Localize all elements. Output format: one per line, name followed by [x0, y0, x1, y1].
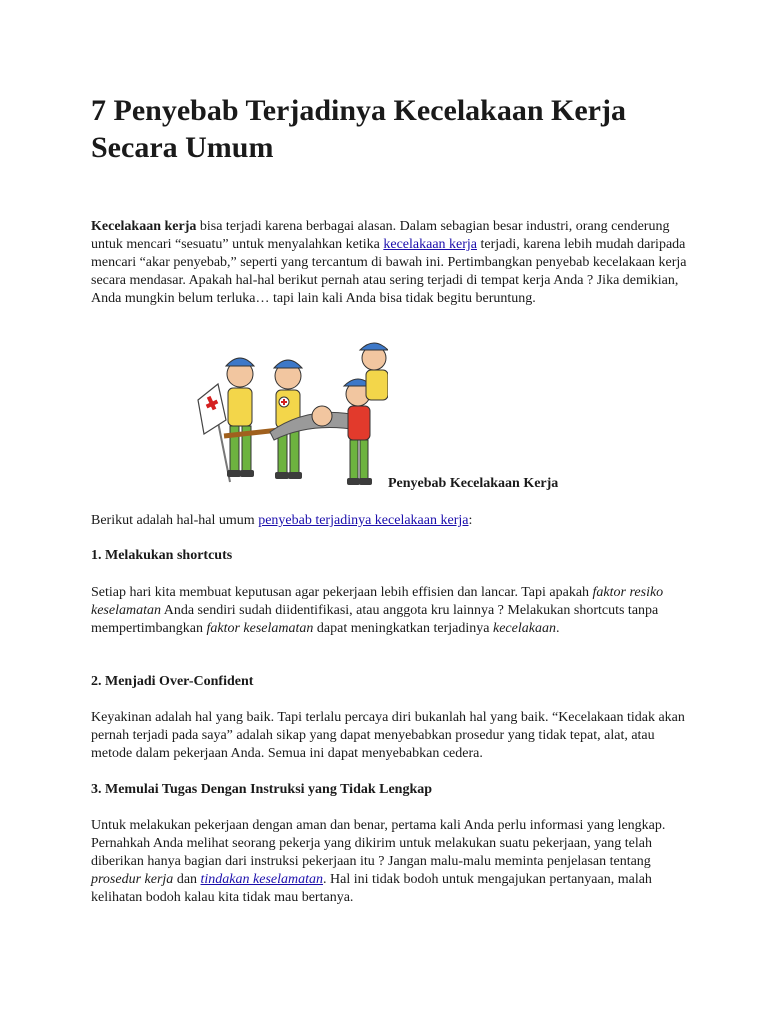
s1-italic-2: faktor keselamatan [206, 621, 314, 636]
list-intro [91, 512, 691, 530]
s1-text-4: . [555, 621, 560, 636]
image-caption: Penyebab Kecelakaan Kerja [388, 476, 559, 491]
section-2-heading: 2. Menjadi Over-Confident [91, 674, 254, 689]
section-1-body [91, 584, 691, 638]
section-1-heading: 1. Melakukan shortcuts [91, 548, 233, 563]
intro-text-1: bisa terjadi karena berbagai alasan. Dalam sebagian besar industri, orang cenderung untuk mencari “sesuatu” untuk menyalahkan ketika [91, 219, 670, 252]
intro-text-2: terjadi, karena lebih mudah daripada mencari “akar penyebab,” seperti yang tercantum di bawah ini. Pertimbangkan penyebab kecelakaan kerja secara mendasar. Apakah hal-hal berikut pernah atau sering terjadi di tempat kerja Anda ? Jika demikian, Anda mungkin belum terluka… tapi lain kali Anda bisa tidak begitu beruntung. [91, 237, 687, 306]
list-intro-colon: : [468, 513, 473, 528]
s3-text-1: Untuk melakukan pekerjaan dengan aman dan benar, pertama kali Anda perlu informasi yang lengkap. Pernahkah Anda melihat seorang pekerja yang dikirim untuk melakukan suatu pekerjaan, yang telah diberikan hanya bagian dari instruksi pekerjaan itu ? Jangan malu-malu meminta penjelasan tentang [91, 818, 666, 869]
list-intro-text: Berikut adalah hal-hal umum [91, 513, 259, 528]
intro-paragraph [91, 218, 691, 308]
rescue-team-illustration [190, 342, 388, 492]
s3-text-2: dan [173, 872, 201, 887]
s1-text-1: Setiap hari kita membuat keputusan agar pekerjaan lebih effisien dan lancar. Tapi apakah [91, 585, 593, 600]
section-3-body [91, 817, 691, 907]
section-2-body: Keyakinan adalah hal yang baik. Tapi terlalu percaya diri bukanlah hal yang baik. “Kecelakaan tidak akan pernah terjadi pada saya” adalah sikap yang dapat menyebabkan prosedur yang tidak tepat, alat, atau metode dalam pekerjaan Anda. Semua ini dapat menyebabkan cedera. [91, 710, 685, 761]
s3-text-3: . Hal ini tidak bodoh untuk mengajukan pertanyaan, malah kelihatan bodoh kalau kita tidak mau bertanya. [91, 872, 652, 905]
page-title: 7 Penyebab Terjadinya Kecelakaan Kerja Secara Umum [91, 94, 626, 164]
intro-bold-term: Kecelakaan kerja [91, 219, 197, 234]
s1-italic-1: faktor resiko keselamatan [91, 585, 664, 618]
link-kecelakaan-kerja[interactable]: kecelakaan kerja [383, 237, 478, 252]
link-penyebab[interactable]: penyebab terjadinya kecelakaan kerja [258, 513, 469, 528]
s1-text-3: dapat meningkatkan terjadinya [313, 621, 493, 636]
s3-italic-1: prosedur kerja [91, 872, 174, 887]
s1-italic-3: kecelakaan [493, 621, 556, 636]
section-3-heading: 3. Memulai Tugas Dengan Instruksi yang Tidak Lengkap [91, 782, 433, 797]
link-tindakan-keselamatan[interactable]: tindakan keselamatan [200, 872, 324, 887]
s1-text-2: Anda sendiri sudah diidentifikasi, atau anggota kru lainnya ? Melakukan shortcuts tanpa mempertimbangkan [91, 603, 659, 636]
